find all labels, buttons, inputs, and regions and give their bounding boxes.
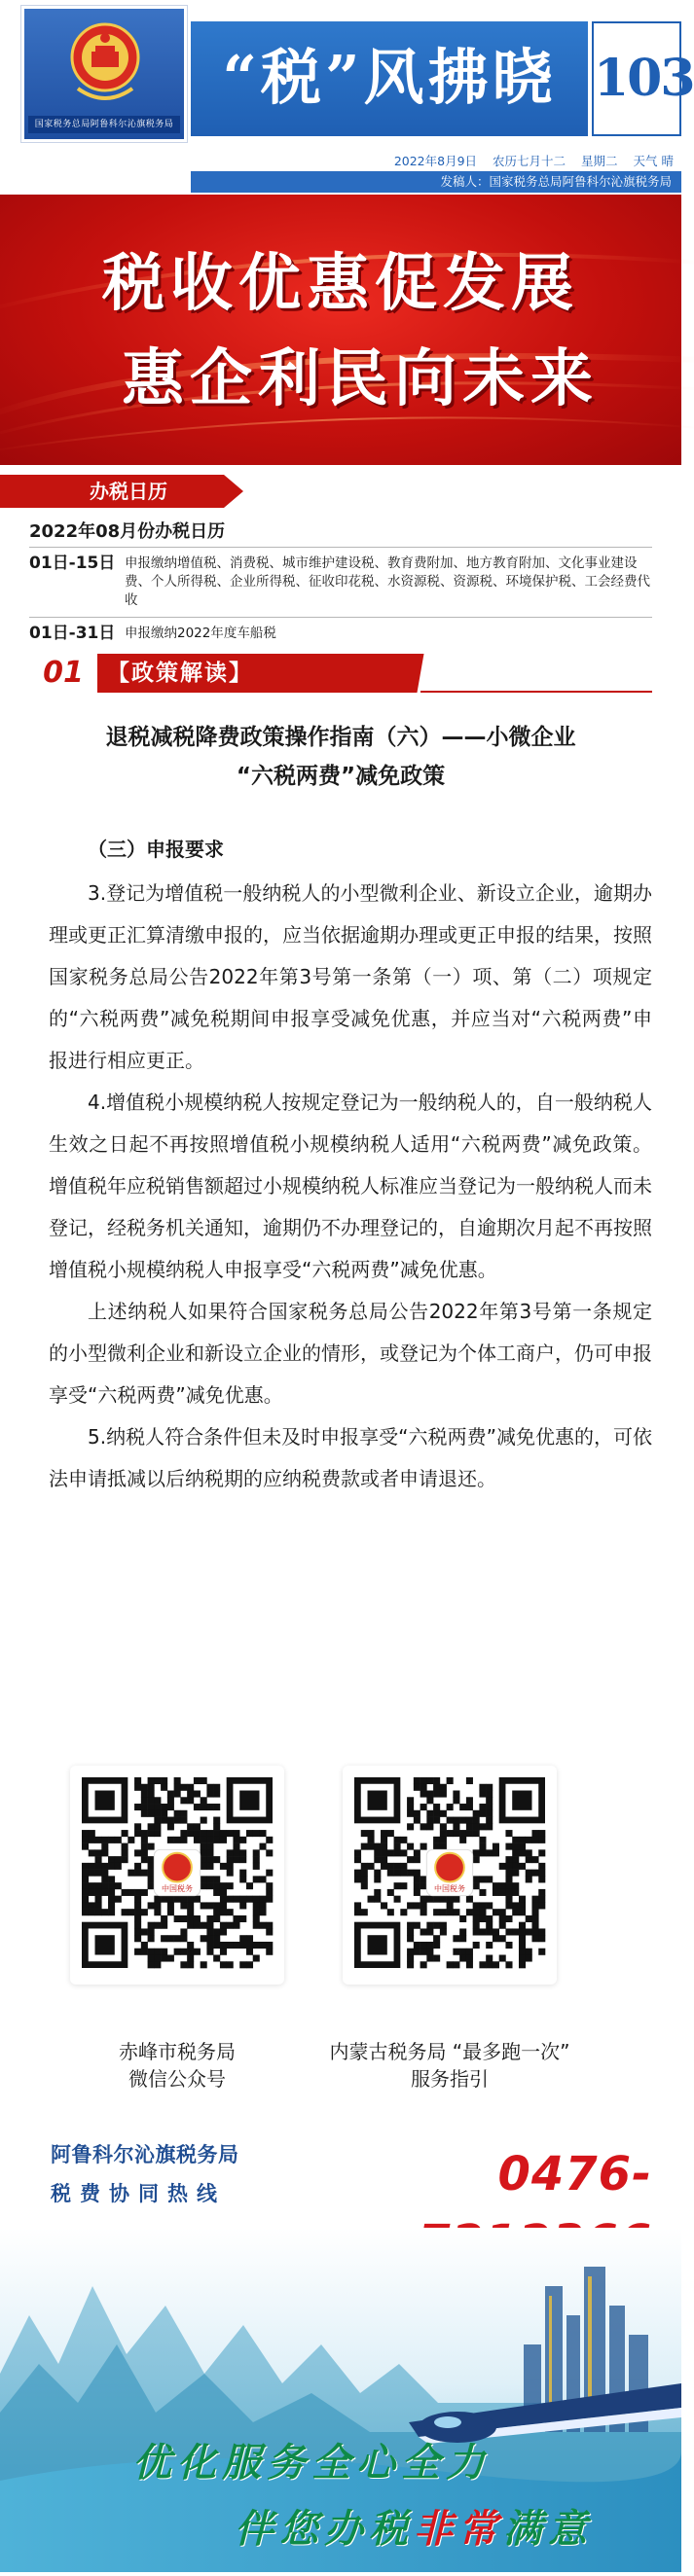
qr-code-icon <box>354 1777 545 1968</box>
hero-banner <box>0 195 681 465</box>
page-header <box>0 0 694 189</box>
article-subhead: （三）申报要求 <box>88 838 224 861</box>
calendar-row <box>29 553 652 615</box>
section-number: 01 <box>29 654 97 693</box>
calendar-row <box>29 623 652 646</box>
logo-caption: 国家税务总局阿鲁科尔沁旗税务局 <box>28 116 180 133</box>
calendar-row-date: 01日-15日 <box>29 554 116 573</box>
footer-slogan-1: 优化服务全心全力 <box>132 2440 491 2486</box>
article-paragraph: 上述纳税人如果符合国家税务总局公告2022年第3号第一条规定的小型微利企业和新设立企业的情形，或登记为个体工商户，仍可申报享受“六税两费”减免优惠。 <box>49 1300 652 1407</box>
calendar-row-desc: 申报缴纳增值税、消费税、城市维护建设税、教育费附加、地方教育附加、文化事业建设费、个人所得税、企业所得税、征收印花税、水资源税、资源税、环境保护税、工会经费代收 <box>125 555 650 608</box>
lunar-date: 农历七月十二 <box>493 154 566 168</box>
qr-code-chifeng[interactable] <box>70 1766 284 1985</box>
article-title-line-2: “六税两费”减免政策 <box>236 764 446 789</box>
svg-text:中国税务: 中国税务 <box>434 1883 465 1893</box>
qr-caption-line-1: 内蒙古税务局 “最多跑一次” <box>329 2040 570 2063</box>
hotline-number[interactable]: 0476- <box>497 2147 652 2201</box>
calendar-divider <box>29 617 652 618</box>
calendar-title: 2022年08月份办税日历 <box>29 521 226 542</box>
tax-bureau-logo <box>21 6 187 142</box>
tax-emblem-icon <box>68 18 142 108</box>
footer-slogan-2-c: 满意 <box>503 2506 593 2552</box>
qr-caption-line-2: 服务指引 <box>411 2067 489 2091</box>
footer-slogan-2-highlight: 非常 <box>414 2506 503 2552</box>
footer-slogan-2-a: 伴您办税 <box>235 2506 414 2552</box>
article-paragraph: 5.纳税人符合条件但未及时申报享受“六税两费”减免优惠的，可依法申请抵减以后纳税期的应纳税费款或者申请退还。 <box>49 1425 652 1490</box>
qr-caption-neimenggu <box>323 2038 576 2093</box>
calendar-tag: 办税日历 <box>0 475 224 508</box>
svg-text:中国税务: 中国税务 <box>162 1883 193 1893</box>
calendar-row-desc: 申报缴纳2022年度车船税 <box>125 626 276 641</box>
article-title <box>29 718 652 796</box>
publisher: 发稿人：国家税务总局阿鲁科尔沁旗税务局 <box>191 171 681 193</box>
calendar-row-date: 01日-31日 <box>29 624 116 643</box>
section-header <box>29 654 652 693</box>
footer-slogan-2 <box>0 2502 681 2557</box>
weekday: 星期二 <box>581 154 618 168</box>
calendar-divider <box>29 547 652 548</box>
article-body <box>49 829 652 1500</box>
date-row <box>191 152 681 171</box>
qr-code-neimenggu[interactable] <box>343 1766 557 1985</box>
section-label <box>86 654 423 693</box>
qr-code-icon <box>82 1777 273 1968</box>
article-title-line-1: 退税减税降费政策操作指南（六）——小微企业 <box>105 725 576 750</box>
article-paragraph: 3.登记为增值税一般纳税人的小型微利企业、新设立企业，逾期办理或更正汇算清缴申报的，应当依据逾期办理或更正申报的结果，按照国家税务总局公告2022年第3号第一条第（一）项、第（二）项规定的“六税两费”减免税期间申报享受减免优惠，并应当对“六税两费”申报进行相应更正。 <box>49 881 652 1072</box>
weather: 天气 晴 <box>633 154 674 168</box>
section-underline <box>420 691 652 693</box>
publish-date: 2022年8月9日 <box>393 154 478 168</box>
newsletter-title-bar <box>191 21 588 136</box>
banner-light-streaks <box>0 195 681 465</box>
issue-number: 103 <box>592 21 681 136</box>
qr-caption-chifeng <box>51 2038 304 2093</box>
qr-caption-line-2: 微信公众号 <box>128 2067 226 2091</box>
banner-headline-1: 税收优惠促发展 <box>102 248 579 320</box>
section-label-text: 【政策解读】 <box>107 661 253 686</box>
newsletter-title: “税”风拂晓 <box>222 42 557 113</box>
banner-headline-2: 惠企利民向未来 <box>122 343 599 415</box>
article-paragraph: 4.增值税小规模纳税人按规定登记为一般纳税人的，自一般纳税人生效之日起不再按照增值税小规模纳税人适用“六税两费”减免政策。增值税年应税销售额超过小规模纳税人标准应当登记为一般纳税人而未登记，经税务机关通知，逾期仍不办理登记的，自逾期次月起不再按照增值税小规模纳税人申报享受“六税两费”减免优惠。 <box>49 1091 652 1281</box>
hotline-label: 税费协同热线 <box>51 2182 226 2205</box>
hotline-org: 阿鲁科尔沁旗税务局 <box>51 2143 239 2166</box>
qr-caption-line-1: 赤峰市税务局 <box>119 2040 236 2063</box>
